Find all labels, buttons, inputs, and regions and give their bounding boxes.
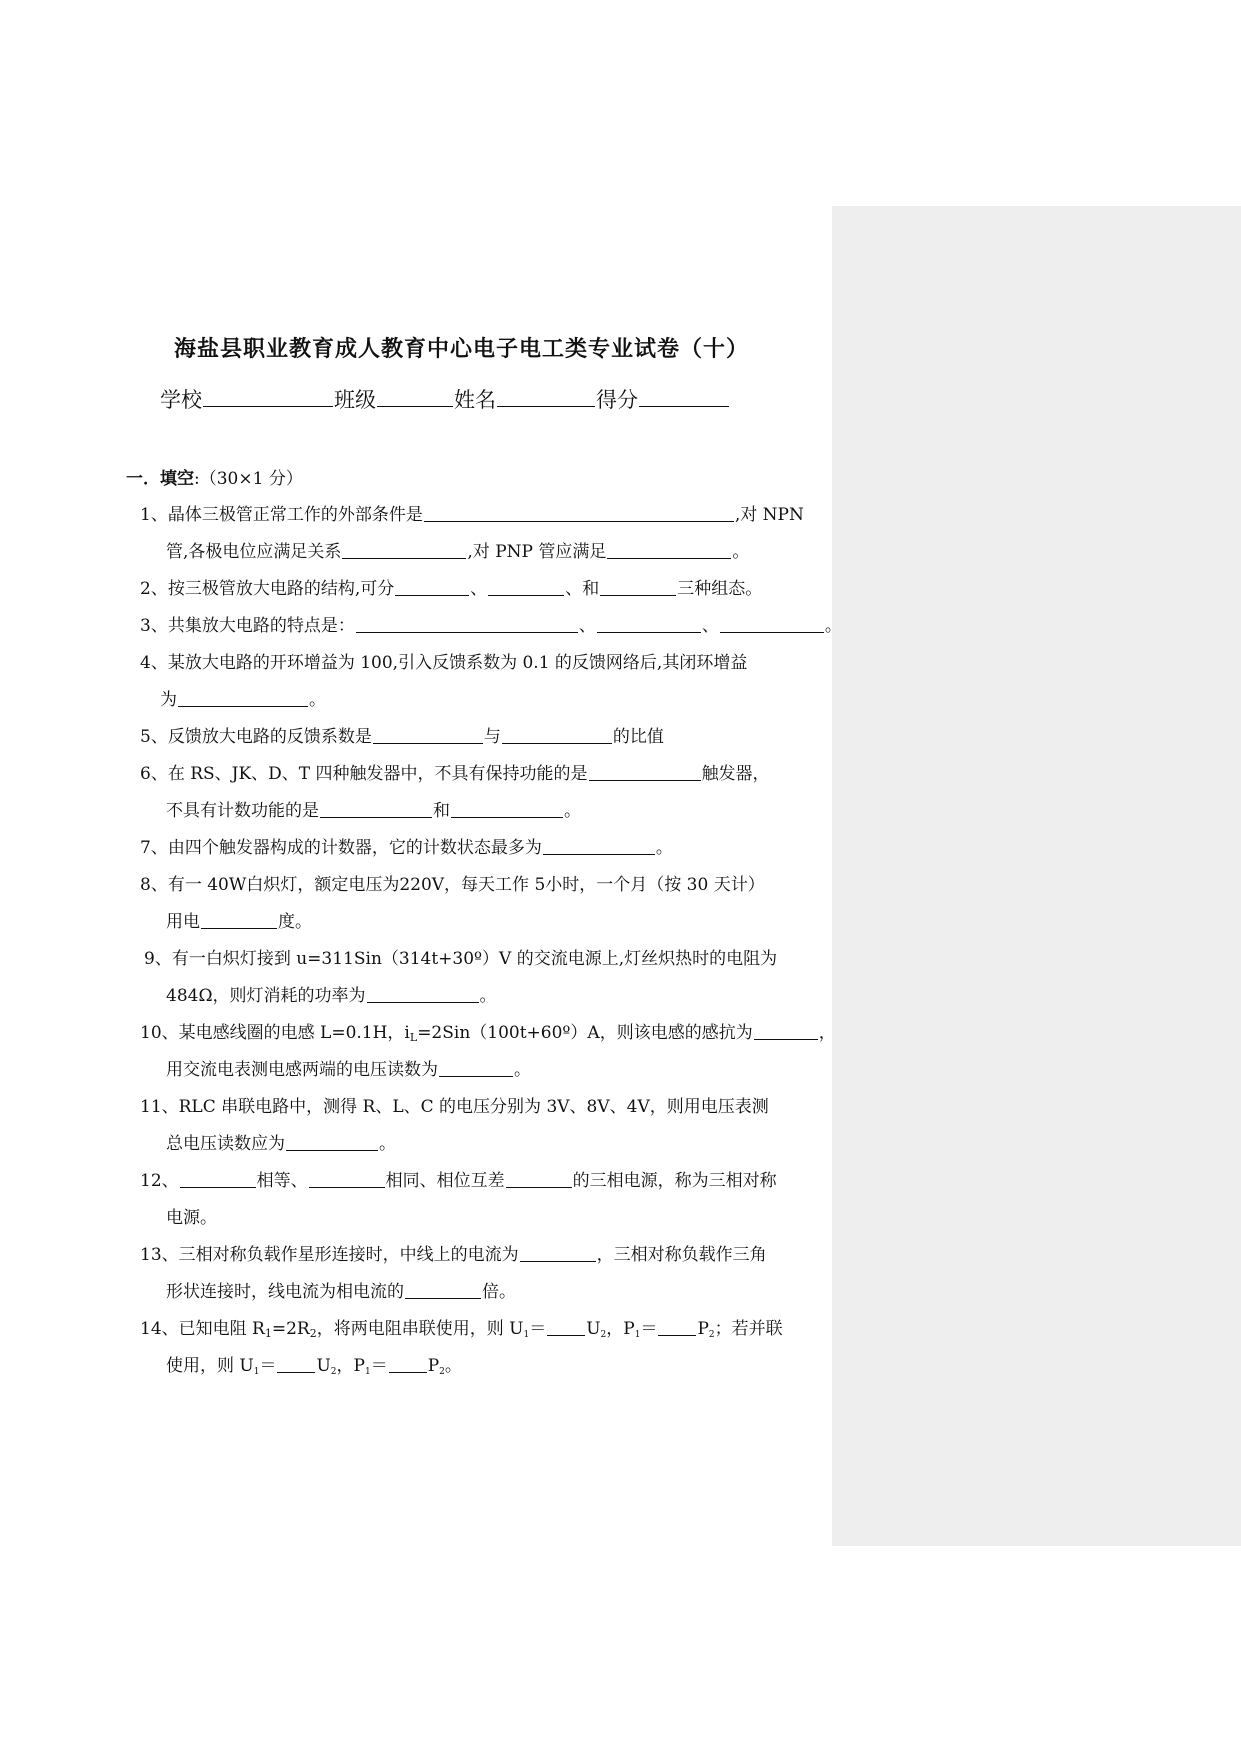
class-label: 班级 [334,388,376,413]
question-8-line-2: 用电 度。 [166,912,312,932]
question-4-line-2: 为 。 [160,690,326,710]
question-12-line-1: 12、 相等、 相同、相位互差 的三相电源，称为三相对称 [140,1171,777,1191]
score-blank[interactable] [639,383,729,407]
student-info-row [160,383,730,414]
answer-blank[interactable] [506,1171,572,1188]
school-blank[interactable] [203,383,333,407]
question-10-line-1: 10、某电感线圈的电感 L=0.1H，$i_L=2Sin(100t+60º)A$，则该电感的感抗为 ， [140,1023,836,1044]
answer-blank[interactable] [395,579,469,596]
answer-blank[interactable] [589,764,701,781]
answer-blank[interactable] [720,616,824,633]
answer-blank[interactable] [286,1134,378,1151]
answer-blank[interactable] [309,1171,385,1188]
answer-blank[interactable] [373,727,483,744]
answer-blank[interactable] [342,542,466,559]
answer-blank[interactable] [488,579,564,596]
answer-blank[interactable] [543,838,655,855]
answer-blank[interactable] [439,1060,513,1077]
section-label: 一．填空 [126,469,194,489]
name-blank[interactable] [497,383,595,407]
answer-blank[interactable] [389,1356,427,1373]
question-14-line-1: 14、已知电阻 $R_1=2R_2$，将两电阻串联使用，则 U1＝ U2，P1＝ P2；若并联 [140,1319,783,1340]
answer-blank[interactable] [424,505,734,522]
answer-blank[interactable] [520,1245,596,1262]
page-title: 海盐县职业教育成人教育中心电子电工类专业试卷（十） [174,336,750,362]
question-8-line-1: 8、有一 40W白炽灯，额定电压为220V，每天工作 5小时，一个月（按 30 天计） [140,875,765,895]
answer-blank[interactable] [178,690,308,707]
question-9-line-1: 9、有一白炽灯接到 u=311Sin（314t+30º）V 的交流电源上,灯丝炽热时的电阻为 [144,949,778,969]
answer-blank[interactable] [320,801,432,818]
answer-blank[interactable] [547,1319,585,1336]
score-label: 得分 [596,388,638,413]
answer-blank[interactable] [658,1319,696,1336]
class-blank[interactable] [377,383,453,407]
question-6-line-1: 6、在 RS、JK、D、T 四种触发器中，不具有保持功能的是 触发器， [140,764,770,784]
answer-blank[interactable] [754,1023,818,1040]
question-2: 2、按三极管放大电路的结构,可分 、 、和 三种组态。 [140,579,763,599]
question-14-line-2: 使用，则 U1＝ U2，P1＝ P2。 [166,1356,462,1377]
answer-blank[interactable] [277,1356,315,1373]
answer-blank[interactable] [597,616,701,633]
name-label: 姓名 [454,388,496,413]
school-label: 学校 [160,388,202,413]
question-11-line-1: 11、RLC 串联电路中，测得 R、L、C 的电压分别为 3V、8V、4V，则用电压表测 [140,1097,769,1117]
section-heading [126,464,303,489]
answer-blank[interactable] [367,986,479,1003]
question-1-line-2: 管,各极电位应满足关系 ,对 PNP 管应满足 。 [166,542,750,562]
question-11-line-2: 总电压读数应为 。 [166,1134,396,1154]
answer-blank[interactable] [201,912,277,929]
question-6-line-2: 不具有计数功能的是 和 。 [166,801,581,821]
answer-blank[interactable] [451,801,563,818]
question-5: 5、反馈放大电路的反馈系数是 与 的比值 [140,727,664,747]
question-1-line-1: 1、晶体三极管正常工作的外部条件是 ,对 NPN [140,505,804,525]
question-9-line-2: 484Ω，则灯消耗的功率为 。 [166,986,497,1006]
question-13-line-1: 13、三相对称负载作星形连接时，中线上的电流为 ，三相对称负载作三角 [140,1245,767,1265]
question-12-line-2: 电源。 [166,1208,217,1228]
answer-blank[interactable] [502,727,612,744]
question-4-line-1: 4、某放大电路的开环增益为 100,引入反馈系数为 0.1 的反馈网络后,其闭环增益 [140,653,748,673]
answer-blank[interactable] [405,1282,481,1299]
question-7: 7、由四个触发器构成的计数器，它的计数状态最多为 。 [140,838,673,858]
question-10-line-2: 用交流电表测电感两端的电压读数为 。 [166,1060,531,1080]
section-points: :（30×1 分） [194,469,303,489]
answer-blank[interactable] [356,616,578,633]
question-13-line-2: 形状连接时，线电流为相电流的 倍。 [166,1282,516,1302]
comment-pane [832,206,1241,1546]
answer-blank[interactable] [180,1171,256,1188]
answer-blank[interactable] [600,579,676,596]
question-3: 3、共集放大电路的特点是： 、 、 。 [140,616,842,636]
answer-blank[interactable] [607,542,731,559]
